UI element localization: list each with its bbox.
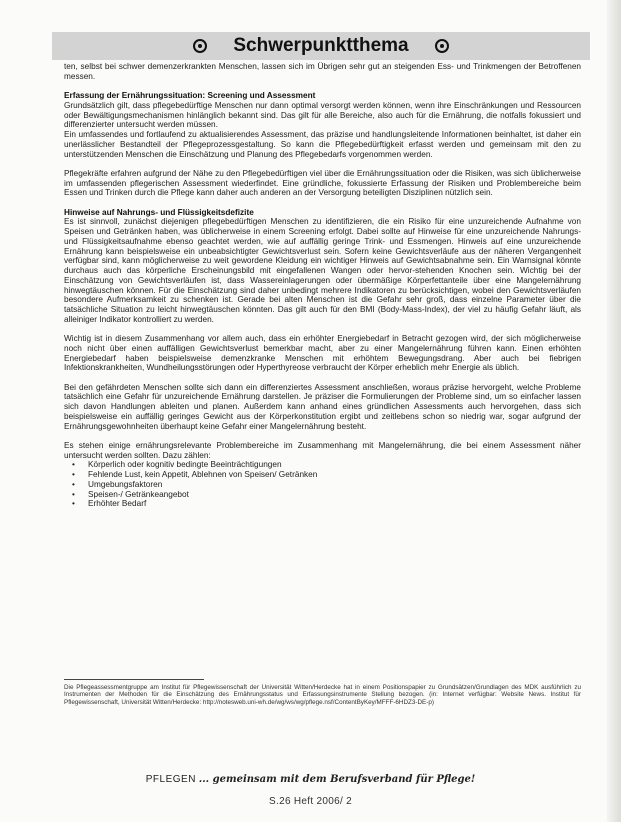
section-heading-deficits: Hinweise auf Nahrungs- und Flüssigkeitsdefizite <box>64 207 254 217</box>
footer-brand: PFLEGEN <box>145 774 196 785</box>
list-item: • Speisen-/ Getränkeangebot <box>88 490 581 500</box>
article-body <box>64 62 581 509</box>
paragraph: Grundsätzlich gilt, dass pflegebedürftige Menschen nur dann optimal versorgt werden können, wenn ihre Einschränkungen und Ressourcen oder Bewältigungsmechanismen hinlänglich bekannt sind. Das gilt für alle Bereiche, also auch für die Ernährung, die notfalls fokussiert und differenzierter untersucht werden müssen. <box>64 100 581 130</box>
list-item: • Umgebungsfaktoren <box>88 480 581 490</box>
paragraph: Es stehen einige ernährungsrelevante Problembereiche im Zusammenhang mit Mangelernährung, die bei einem Assessment näher untersucht werden sollten. Dazu zählen: <box>64 440 581 460</box>
paragraph: Ein umfassendes und fortlaufend zu aktualisierendes Assessment, das präzise und handlungsleitende Informationen beinhaltet, ist daher ein unerlässlicher Bestandteil der Pflegeprozessgestaltung. So kann die Pflegebedürftigkeit erfasst werden und gemeinsam mit den zu unterstützenden Menschen die Einschätzung und Planung des Pflegebedarfs vorgenommen werden. <box>64 130 581 159</box>
target-icon <box>435 39 449 53</box>
paragraph: Pflegekräfte erfahren aufgrund der Nähe zu den Pflegebedürftigen viel über die Ernährungssituation oder die Risiken, was sich üblicherweise im umfassenden pflegerischen Assessment wiederfindet. Eine gründliche, fokussierte Erfassung der Risiken und Problembereiche beim Essen und Trinken durch die Pflege kann daher auch anderen an der Versorgung beteiligten Disziplinen nützlich sein. <box>64 168 581 198</box>
footer-slogan <box>0 774 621 785</box>
intro-paragraph: ten, selbst bei schwer demenzerkrankten Menschen, lassen sich im Übrigen sehr gut an steigenden Ess- und Trinkmengen der Betroffenen messen. <box>64 62 581 81</box>
footnote-divider <box>64 679 204 680</box>
target-icon <box>193 39 207 53</box>
list-item: • Erhöhter Bedarf <box>88 499 581 509</box>
problem-list <box>64 460 581 509</box>
section-heading-assessment: Erfassung der Ernährungssituation: Screening und Assessment <box>64 91 316 100</box>
paragraph: Es ist sinnvoll, zunächst diejenigen pflegebedürftigen Menschen zu identifizieren, die ein Risiko für eine unzureichende Aufnahme von Speisen und Getränken haben, was üblicherweise in einem Screening erfolgt. Dabei sollte auf Hinweise für eine unzureichende Nahrungs- und Flüssigkeitsaufnahme ebenso geachtet werden, wie auf auffällig geringe Trink- und Essmengen. Hinweis auf eine unzureichende Ernährung kann beispielsweise ein unbeabsichtigter Gewichtsverlust sein. Sofern keine Gewichtsverläufe aus der näheren Vergangenheit verfügbar sind, kann möglicherweise zu weit gewordene Kleidung ein wichtiger Hinweis auf Gewichtsabnahme sein. Ein Warnsignal könnte durchaus auch das körperliche Erscheinungsbild mit eingefallenen Wangen oder hervor-stehenden Knochen sein. Wichtig bei der Einschätzung von Gewichtsverläufen ist, dass Wassereinlagerungen oder übermäßige Körperfettanteile über eine Mangelernährung hinwegtäuschen können. Für die Einschätzung sind daher unbedingt mehrere Indikatoren zu berücksichtigen, wobei den Gewichtsverläufen besondere Aufmerksamkeit zu schenken ist. Gerade bei alten Menschen ist die Gefahr sehr groß, dass einzelne Parameter über die tatsächliche Situation zu leicht hinwegtäuschen könnten. Das gilt auch für den BMI (Body-Mass-Index), der viel zu häufig Gefahr läuft, als alleiniger Indikator kontrolliert zu werden. <box>64 217 581 324</box>
page-number: S.26 Heft 2006/ 2 <box>269 796 352 807</box>
list-item: • Fehlende Lust, kein Appetit, Ablehnen von Speisen/ Getränken <box>88 470 581 480</box>
header-bar <box>52 32 590 60</box>
paragraph: Wichtig ist in diesem Zusammenhang vor allem auch, dass ein erhöhter Energiebedarf in Betracht gezogen wird, der sich möglicherweise noch nicht über einen auffälligen Gewichtsverlust bemerkbar macht, aber zu einer Mangelernährung führen kann. Einen erhöhten Energiebedarf haben beispielsweise demenzkranke Menschen mit erhöhtem Bewegungsdrang. Aber auch bei fiebrigen Infektionskrankheiten, Wundheilungsstörungen oder Hyperthyreose verbraucht der Körper erheblich mehr Energie als üblich. <box>64 334 581 373</box>
footer-slogan-text: ... gemeinsam mit dem Berufsverband für Pflege! <box>198 774 476 785</box>
paragraph: Bei den gefährdeten Menschen sollte sich dann ein differenziertes Assessment anschließen, woraus präzise hervorgeht, welche Probleme tatsächlich eine Gefahr für unzureichende Ernährung darstellen. Je präziser die Formulierungen der Probleme sind, um so einfacher lassen sich davon Handlungen ableiten und planen. Außerdem kann anhand eines gründlichen Assessments auch hervorgehen, dass sich beispielsweise ein auffällig geringes Gewicht aus der Körperkonstitution ergibt und zeitlebens schon so niedrig war, sogar aufgrund der Ernährungsgewohnheiten überhaupt keine Gefahr einer Mangelernährung besteht. <box>64 382 581 431</box>
footnote: Die Pflegeassessmentgruppe am Institut für Pflegewissenschaft der Universität Witten/Herdecke hat in einem Positionspapier zu Grundsätzen/Grundlagen des MDK ausführlich zu Instrumenten der Methoden für die Einschätzung des Ernährungsstatus und Erfassungsinstrumente Stellung bezogen. (in: Internet verfügbar: Website News. Institut für Pflegewissenschaft, Universität Witten/Herdecke: http://notesweb.uni-wh.de/wg/ws/wg/pflege.nsf/ContentByKey/MFFF-6HDZ3-DE-p) <box>64 684 581 706</box>
scan-edge <box>607 0 621 822</box>
page-title: Schwerpunktthema <box>233 35 409 56</box>
list-item: • Körperlich oder kognitiv bedingte Beeinträchtigungen <box>88 460 581 470</box>
